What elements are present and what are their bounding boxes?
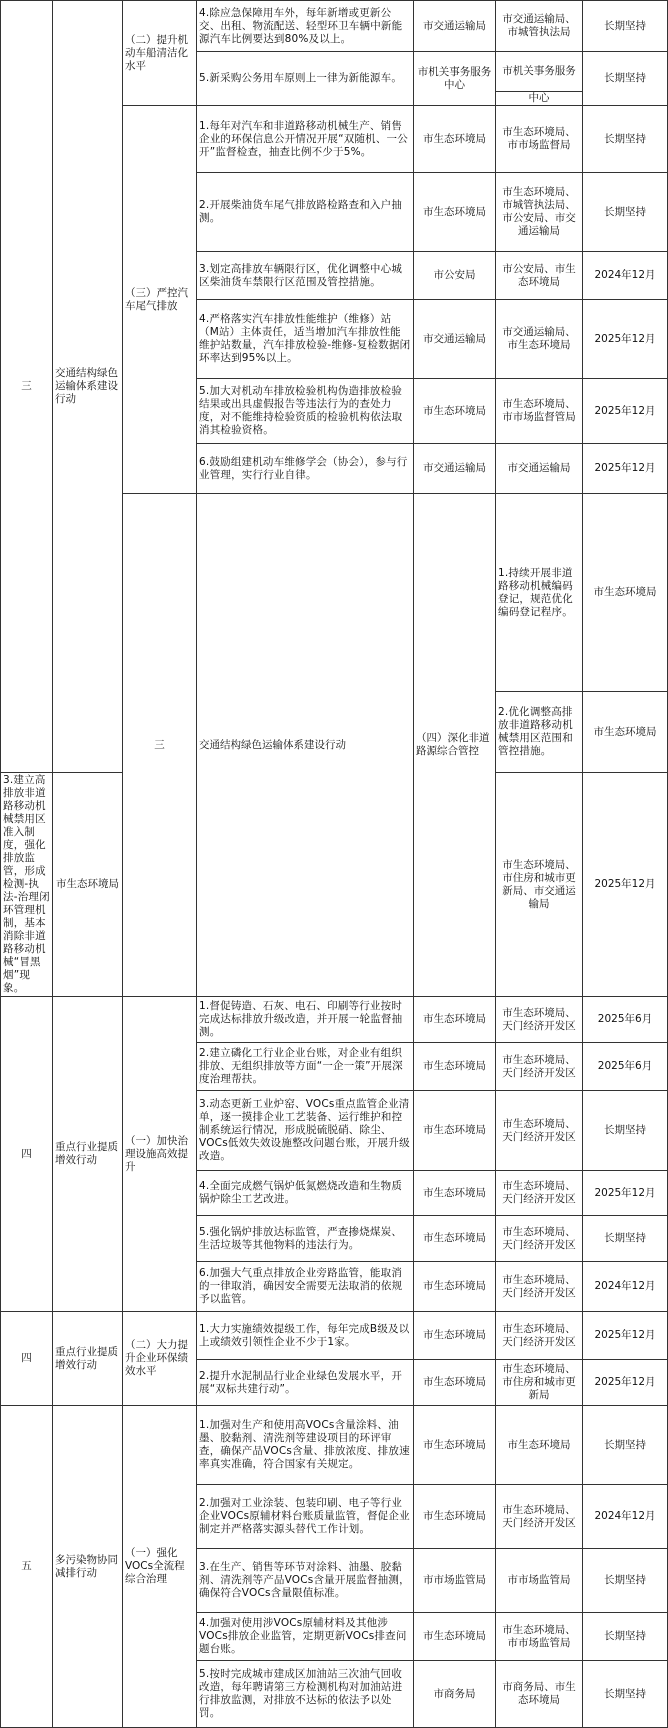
table-row xyxy=(1,1406,668,1485)
table-row xyxy=(1,997,668,1043)
lead-unit: 市生态环境局 xyxy=(414,1613,496,1661)
action-area: 重点行业提质增效行动 xyxy=(53,997,123,1312)
lead-unit: 市生态环境局 xyxy=(414,1485,496,1549)
deadline: 长期坚持 xyxy=(583,1613,668,1661)
coop-unit: 市生态环境局、天门经济开发区 xyxy=(496,1312,583,1360)
coop-unit: 市生态环境局、天门经济开发区 xyxy=(496,1216,583,1262)
task-content: 3.划定高排放车辆限行区，优化调整中心城区柴油货车禁限行区范围及管控措施。 xyxy=(197,252,414,300)
seq-number: 三 xyxy=(123,494,197,997)
deadline: 2025年6月 xyxy=(583,1043,668,1091)
task-content: 2.加强对工业涂装、包装印刷、电子等行业企业VOCs原辅材料台账质量监管，督促企业制定并严格落实源头替代工作计划。 xyxy=(197,1485,414,1549)
coop-unit: 市生态环境局、天门经济开发区 xyxy=(496,1043,583,1091)
deadline: 长期坚持 xyxy=(583,1091,668,1171)
lead-unit: 市生态环境局 xyxy=(583,494,668,692)
sub-measure: （一）强化VOCs全流程综合治理 xyxy=(123,1406,197,1728)
task-content: 5.按时完成城市建成区加油站三次油气回收改造，每年聘请第三方检测机构对加油站进行排放监测，对排放不达标的依法予以处罚。 xyxy=(197,1661,414,1728)
deadline: 长期坚持 xyxy=(583,1549,668,1613)
task-content: 5.加大对机动车排放检验机构伪造排放检验结果或出具虚假报告等违法行为的查处力度，对不能维持检验资质的检验机构依法取消其检验资格。 xyxy=(197,379,414,444)
seq-number: 四 xyxy=(1,997,53,1312)
deadline: 长期坚持 xyxy=(583,173,668,252)
coop-unit-upper: 市机关事务服务 xyxy=(502,65,576,77)
deadline: 长期坚持 xyxy=(583,1661,668,1728)
lead-unit: 市生态环境局 xyxy=(414,1091,496,1171)
task-content: 3.在生产、销售等环节对涂料、油墨、胶黏剂、清洗剂等产品VOCs含量开展监督抽测，确保符合VOCs含量限值标准。 xyxy=(197,1549,414,1613)
coop-unit: 市生态环境局、天门经济开发区 xyxy=(496,1262,583,1312)
coop-unit: 市生态环境局、市市场监督管局 xyxy=(496,379,583,444)
action-area: 多污染物协同减排行动 xyxy=(53,1406,123,1728)
task-content: 3.动态更新工业炉窑、VOCs重点监管企业清单，逐一摸排企业工艺装备、运行维护和控制系统运行情况，形成脱硫脱硝、除尘、VOCs低效失效设施整改问题台账，开展升级改造。 xyxy=(197,1091,414,1171)
task-content: 4.除应急保障用车外，每年新增或更新公交、出租、物流配送、轻型环卫车辆中新能源汽车比例要达到80%及以上。 xyxy=(197,1,414,52)
sub-measure: （三）严控汽车尾气排放 xyxy=(123,106,197,494)
deadline: 2025年12月 xyxy=(583,1360,668,1406)
deadline: 长期坚持 xyxy=(583,1,668,52)
task-content: 1.加强对生产和使用高VOCs含量涂料、油墨、胶黏剂、清洗剂等建设项目的环评审查，确保产品VOCs含量、排放浓度、排放速率真实准确，符合国家有关规定。 xyxy=(197,1406,414,1485)
deadline: 2025年12月 xyxy=(583,444,668,494)
deadline: 2025年12月 xyxy=(583,1312,668,1360)
sub-measure: （二）提升机动车船清洁化水平 xyxy=(123,1,197,106)
task-content: 1.督促铸造、石灰、电石、印刷等行业按时完成达标排放升级改造，并开展一轮监督抽测。 xyxy=(197,997,414,1043)
coop-unit: 市生态环境局、市市场监管局 xyxy=(496,1613,583,1661)
coop-unit: 市生态环境局、市城管执法局、市公安局、市交通运输局 xyxy=(496,173,583,252)
task-content: 1.大力实施绩效提级工作，每年完成B级及以上或绩效引领性企业不少于1家。 xyxy=(197,1312,414,1360)
deadline: 长期坚持 xyxy=(583,106,668,173)
sub-measure: （二）大力提升企业环保绩效水平 xyxy=(123,1312,197,1406)
lead-unit: 市商务局 xyxy=(414,1661,496,1728)
coop-unit: 市公安局、市生态环境局 xyxy=(496,252,583,300)
task-content: 5.新采购公务用车原则上一律为新能源车。 xyxy=(197,52,414,106)
lead-unit: 市交通运输局 xyxy=(414,300,496,379)
lead-unit: 市生态环境局 xyxy=(414,1262,496,1312)
seq-number: 四 xyxy=(1,1312,53,1406)
sub-measure: （四）深化非道路源综合管控 xyxy=(414,494,496,997)
lead-unit: 市生态环境局 xyxy=(414,997,496,1043)
action-area: 交通结构绿色运输体系建设行动 xyxy=(53,1,123,773)
lead-unit: 市生态环境局 xyxy=(414,1043,496,1091)
lead-unit: 市生态环境局 xyxy=(414,1312,496,1360)
deadline: 2025年6月 xyxy=(583,997,668,1043)
lead-unit: 市机关事务服务中心 xyxy=(414,52,496,106)
task-content: 2.建立磷化工行业企业台账，对企业有组织排放、无组织排放等方面“一企一策”开展深度治理帮扶。 xyxy=(197,1043,414,1091)
seq-number: 三 xyxy=(1,1,53,773)
task-content: 2.提升水泥制品行业企业绿色发展水平，开展“双标共建行动”。 xyxy=(197,1360,414,1406)
lead-unit: 市生态环境局 xyxy=(414,1360,496,1406)
lead-unit: 市生态环境局 xyxy=(414,173,496,252)
task-content: 3.建立高排放非道路移动机械禁用区准入制度，强化排放监管，形成检测-执法-治理闭环管理机制，基本消除非道路移动机械“冒黑烟”现象。 xyxy=(1,773,53,997)
deadline: 长期坚持 xyxy=(583,52,668,106)
deadline: 2025年12月 xyxy=(583,773,668,997)
coop-unit: 市生态环境局、天门经济开发区 xyxy=(496,1485,583,1549)
coop-unit: 市交通运输局、市生态环境局 xyxy=(496,300,583,379)
coop-unit xyxy=(496,52,583,106)
coop-unit: 市商务局、市生态环境局 xyxy=(496,1661,583,1728)
coop-unit: 市生态环境局、天门经济开发区 xyxy=(496,997,583,1043)
lead-unit: 市生态环境局 xyxy=(414,1406,496,1485)
deadline: 2024年12月 xyxy=(583,252,668,300)
task-content: 2.优化调整高排放非道路移动机械禁用区范围和管控措施。 xyxy=(496,692,583,773)
coop-unit: 市生态环境局 xyxy=(496,1406,583,1485)
table-row xyxy=(1,1312,668,1360)
coop-unit: 市生态环境局、市市场监督局 xyxy=(496,106,583,173)
task-content: 2.开展柴油货车尾气排放路检路查和入户抽测。 xyxy=(197,173,414,252)
lead-unit: 市生态环境局 xyxy=(414,1171,496,1216)
action-area: 交通结构绿色运输体系建设行动 xyxy=(197,494,414,997)
coop-unit: 市交通运输局 xyxy=(496,444,583,494)
deadline: 2025年12月 xyxy=(583,1171,668,1216)
task-content: 6.鼓励组建机动车维修学会（协会），参与行业管理，实行行业自律。 xyxy=(197,444,414,494)
coop-unit: 市交通运输局、市城管执法局 xyxy=(496,1,583,52)
deadline: 长期坚持 xyxy=(583,1406,668,1485)
coop-unit: 市生态环境局、天门经济开发区 xyxy=(496,1091,583,1171)
coop-unit-lower: 中心 xyxy=(496,91,582,105)
coop-unit: 市市场监管局 xyxy=(496,1549,583,1613)
lead-unit: 市生态环境局 xyxy=(53,773,123,997)
lead-unit: 市公安局 xyxy=(414,252,496,300)
lead-unit: 市生态环境局 xyxy=(414,106,496,173)
lead-unit: 市市场监管局 xyxy=(414,1549,496,1613)
lead-unit: 市生态环境局 xyxy=(414,379,496,444)
seq-number: 五 xyxy=(1,1406,53,1728)
task-content: 4.加强对使用涉VOCs原辅材料及其他涉VOCs排放企业监管，定期更新VOCs排查问题台账。 xyxy=(197,1613,414,1661)
task-content: 6.加强大气重点排放企业旁路监管，能取消的一律取消，确因安全需要无法取消的依规予以监管。 xyxy=(197,1262,414,1312)
lead-unit: 市生态环境局 xyxy=(414,1216,496,1262)
lead-unit: 市交通运输局 xyxy=(414,1,496,52)
task-content: 1.持续开展非道路移动机械编码登记，规范优化编码登记程序。 xyxy=(496,494,583,692)
lead-unit: 市生态环境局 xyxy=(583,692,668,773)
coop-unit: 市生态环境局、市住房和城市更新局、市交通运输局 xyxy=(496,773,583,997)
sub-measure: （一）加快治理设施高效提升 xyxy=(123,997,197,1312)
coop-unit: 市生态环境局、市住房和城市更新局 xyxy=(496,1360,583,1406)
deadline: 2025年12月 xyxy=(583,379,668,444)
task-content: 4.严格落实汽车排放性能维护（维修）站（M站）主体责任，适当增加汽车排放性能维护站数量，汽车排放检验-维修-复检数据闭环率达到95%以上。 xyxy=(197,300,414,379)
deadline: 2024年12月 xyxy=(583,1485,668,1549)
deadline: 长期坚持 xyxy=(583,1216,668,1262)
task-content: 5.强化锅炉排放达标监管，严查掺烧煤炭、生活垃圾等其他物料的违法行为。 xyxy=(197,1216,414,1262)
deadline: 2024年12月 xyxy=(583,1262,668,1312)
task-content: 4.全面完成燃气锅炉低氮燃烧改造和生物质锅炉除尘工艺改进。 xyxy=(197,1171,414,1216)
task-content: 1.每年对汽车和非道路移动机械生产、销售企业的环保信息公开情况开展“双随机、一公开”监督检查，抽查比例不少于5%。 xyxy=(197,106,414,173)
deadline: 2025年12月 xyxy=(583,300,668,379)
action-area: 重点行业提质增效行动 xyxy=(53,1312,123,1406)
coop-unit: 市生态环境局、天门经济开发区 xyxy=(496,1171,583,1216)
table-row xyxy=(1,1,668,52)
lead-unit: 市交通运输局 xyxy=(414,444,496,494)
